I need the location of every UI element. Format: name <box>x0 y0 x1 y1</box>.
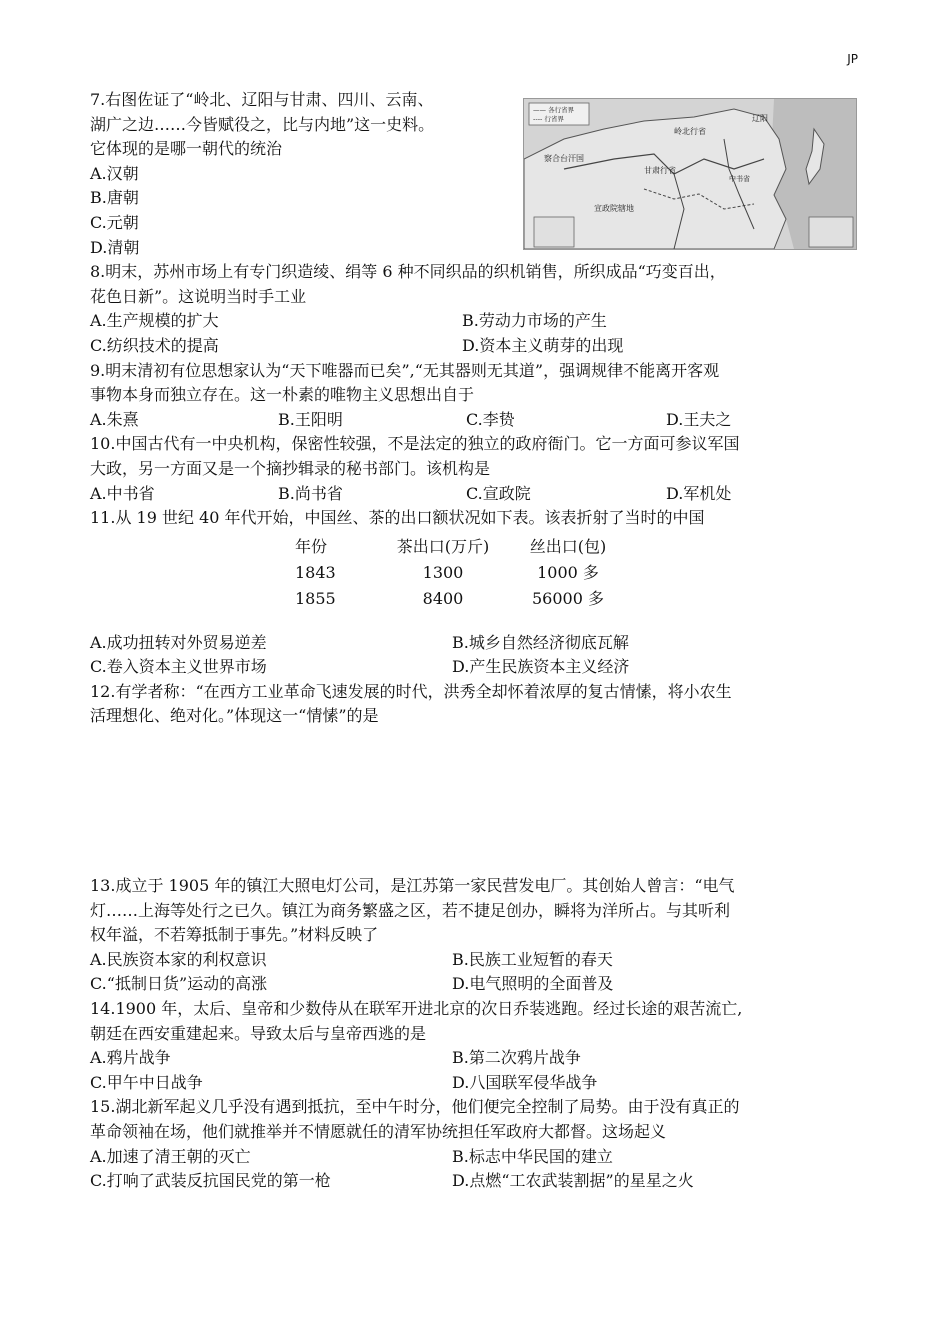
q7-line-2: 湖广之边……今皆赋役之，比与内地”这一史料。 <box>90 114 435 134</box>
q8-option-d: D.资本主义萌芽的出现 <box>462 335 624 355</box>
q15-line-1: 15.湖北新军起义几乎没有遇到抵抗，至中午时分，他们便完全控制了局势。由于没有真正的 <box>90 1097 740 1117</box>
q10-option-c: C.宣政院 <box>466 483 531 503</box>
question-12 <box>90 680 860 729</box>
q12-line-1: 12.有学者称：“在西方工业革命飞速发展的时代，洪秀全却怀着浓厚的复古情愫，将小农生 <box>90 681 732 701</box>
q9-option-d: D.王夫之 <box>666 409 732 429</box>
blank-space <box>90 729 860 874</box>
question-14 <box>90 997 860 1095</box>
question-15 <box>90 1095 860 1193</box>
q14-line-2: 朝廷在西安重建起来。导致太后与皇帝西逃的是 <box>90 1023 427 1043</box>
question-8 <box>90 260 860 358</box>
table-row <box>295 561 623 587</box>
map-legend-1: —— 各行省界 <box>533 106 575 114</box>
q10-line-1: 10.中国古代有一中央机构，保密性较强，不是法定的独立的政府衙门。它一方面可参议军国 <box>90 434 740 454</box>
q13-option-c: C.“抵制日货”运动的高涨 <box>90 974 268 994</box>
q12-line-2: 活理想化、绝对化。”体现这一“情愫”的是 <box>90 706 379 726</box>
page-tag: JP <box>847 52 858 66</box>
q10-option-a: A.中书省 <box>90 483 155 503</box>
exam-document <box>90 88 860 1194</box>
q11-option-b: B.城乡自然经济彻底瓦解 <box>452 632 629 652</box>
table-cell: 1843 <box>295 563 336 583</box>
q7-line-3: 它体现的是哪一朝代的统治 <box>90 139 283 159</box>
q11-option-a: A.成功扭转对外贸易逆差 <box>90 632 267 652</box>
q14-option-c: C.甲午中日战争 <box>90 1072 203 1092</box>
q15-option-b: B.标志中华民国的建立 <box>452 1146 613 1166</box>
q13-line-3: 权年溢，不若筹抵制于事先。”材料反映了 <box>90 925 379 945</box>
q7-line-1: 7.右图佐证了“岭北、辽阳与甘肃、四川、云南、 <box>90 90 434 109</box>
q14-option-a: A.鸦片战争 <box>90 1048 171 1068</box>
q13-line-1: 13.成立于 1905 年的镇江大照电灯公司，是江苏第一家民营发电厂。其创始人曾言：“电气 <box>90 876 735 896</box>
table-header-tea: 茶出口(万斤) <box>396 537 490 557</box>
table-cell: 1855 <box>295 589 336 609</box>
q14-option-d: D.八国联军侵华战争 <box>452 1072 598 1092</box>
q11-line-1: 11.从 19 世纪 40 年代开始，中国丝、茶的出口额状况如下表。该表折射了当时的中国 <box>90 508 705 528</box>
question-7 <box>90 88 510 260</box>
q15-line-2: 革命领袖在场，他们就推举并不情愿就任的清军协统担任军政府大都督。这场起义 <box>90 1122 667 1141</box>
table-cell: 1000 多 <box>537 563 599 583</box>
q10-line-2: 大政，另一方面又是一个摘抄辑录的秘书部门。该机构是 <box>90 458 491 478</box>
table-header-year: 年份 <box>295 537 328 557</box>
q8-line-2: 花色日新”。这说明当时手工业 <box>90 286 307 306</box>
table-cell: 1300 <box>422 563 464 583</box>
q8-line-1: 8.明末，苏州市场上有专门织造绫、绢等 6 种不同织品的织机销售，所织成品“巧变百出， <box>90 262 726 282</box>
map-label-gansu: 甘肃行省 <box>644 166 676 175</box>
q9-option-b: B.王阳明 <box>278 409 343 429</box>
table-row <box>295 587 623 613</box>
q11-option-d: D.产生民族资本主义经济 <box>452 657 630 677</box>
q15-option-a: A.加速了清王朝的灭亡 <box>90 1146 251 1166</box>
map-label-chagatai: 察合台汗国 <box>544 154 584 163</box>
q10-option-d: D.军机处 <box>666 483 732 503</box>
q9-line-2: 事物本身而独立存在。这一朴素的唯物主义思想出自于 <box>90 385 475 405</box>
map-label-zhongshu: 中书省 <box>729 175 750 183</box>
q13-option-a: A.民族资本家的利权意识 <box>90 949 267 969</box>
q9-option-c: C.李贽 <box>466 409 515 429</box>
q7-option-c: C.元朝 <box>90 212 139 232</box>
q11-option-c: C.卷入资本主义世界市场 <box>90 657 267 677</box>
q15-option-c: C.打响了武装反抗国民党的第一枪 <box>90 1171 331 1191</box>
q8-option-a: A.生产规模的扩大 <box>90 311 219 331</box>
map-label-xuanzheng: 宣政院辖地 <box>594 204 634 213</box>
map-legend-2: ---- 行省界 <box>533 115 564 123</box>
q13-option-b: B.民族工业短暂的春天 <box>452 949 613 969</box>
q13-line-2: 灯……上海等处行之已久。镇江为商务繁盛之区，若不捷足创办，瞬将为洋所占。与其听利 <box>90 900 731 920</box>
q7-option-d: D.清朝 <box>90 237 140 257</box>
table-header-row <box>295 535 623 561</box>
q8-option-c: C.纺织技术的提高 <box>90 335 219 355</box>
q15-option-d: D.点燃“工农武装割据”的星星之火 <box>452 1171 694 1191</box>
q9-option-a: A.朱熹 <box>90 409 139 429</box>
map-label-lingbei: 岭北行省 <box>674 127 706 136</box>
question-13 <box>90 874 860 997</box>
q14-option-b: B.第二次鸦片战争 <box>452 1048 581 1068</box>
q9-line-1: 9.明末清初有位思想家认为“天下唯器而已矣”,“无其器则无其道”，强调规律不能离开客观 <box>90 360 720 380</box>
q7-option-b: B.唐朝 <box>90 188 139 208</box>
export-table <box>295 535 623 613</box>
map-label-liaoyang: 辽阳 <box>752 114 768 123</box>
q14-line-1: 14.1900 年，太后、皇帝和少数侍从在联军开进北京的次日乔装逃跑。经过长途的艰苦流亡, <box>90 999 743 1019</box>
table-cell: 8400 <box>422 589 464 609</box>
q10-option-b: B.尚书省 <box>278 483 343 503</box>
question-11 <box>90 506 860 680</box>
q7-option-a: A.汉朝 <box>90 163 139 183</box>
table-cell: 56000 多 <box>532 589 604 609</box>
table-header-silk: 丝出口(包) <box>529 537 607 557</box>
question-9 <box>90 359 860 433</box>
q13-option-d: D.电气照明的全面普及 <box>452 974 614 994</box>
question-10 <box>90 432 860 506</box>
q8-option-b: B.劳动力市场的产生 <box>462 311 607 331</box>
